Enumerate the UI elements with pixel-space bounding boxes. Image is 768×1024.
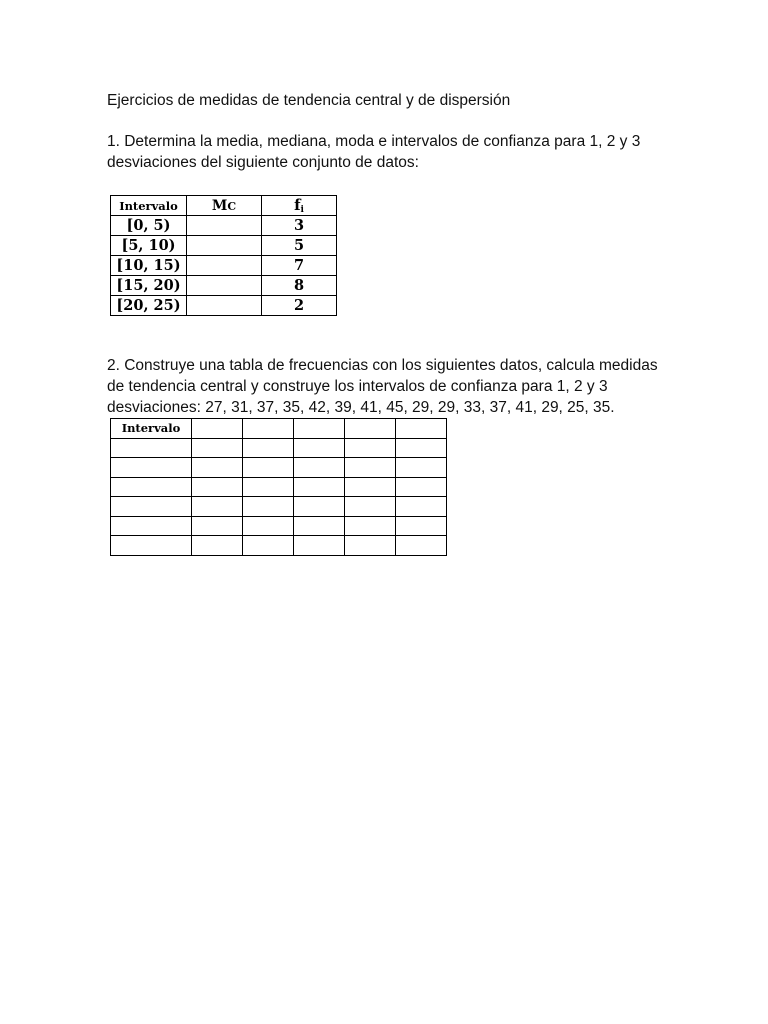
- cell-mc: [187, 216, 262, 236]
- blank-cell: [294, 438, 345, 458]
- blank-cell: [294, 458, 345, 478]
- blank-cell: [243, 497, 294, 517]
- cell-fi: 7: [262, 256, 337, 276]
- cell-mc: [187, 236, 262, 256]
- table-row: [111, 276, 337, 296]
- blank-cell: [396, 497, 447, 517]
- blank-cell: [294, 497, 345, 517]
- table-row: [111, 516, 447, 536]
- blank-cell: [345, 516, 396, 536]
- blank-cell: [111, 497, 192, 517]
- blank-cell: [243, 419, 294, 439]
- blank-cell: [294, 516, 345, 536]
- exercise-2-line: 2. Construye una tabla de frecuencias con los siguientes datos, calcula medidas: [107, 357, 658, 374]
- page-title: Ejercicios de medidas de tendencia central y de dispersión: [107, 92, 511, 109]
- blank-cell: [192, 438, 243, 458]
- header-fi-main: f: [294, 196, 301, 214]
- blank-cell: [111, 536, 192, 556]
- exercise-1-text: [107, 131, 640, 173]
- table-row: [111, 536, 447, 556]
- table-row: [111, 256, 337, 276]
- table-header-row: [111, 196, 337, 216]
- table-header-row: [111, 419, 447, 439]
- exercise-2-text: [107, 355, 658, 418]
- blank-cell: [243, 536, 294, 556]
- blank-cell: [294, 536, 345, 556]
- blank-cell: [243, 438, 294, 458]
- blank-cell: [192, 536, 243, 556]
- blank-cell: [396, 536, 447, 556]
- cell-fi: 2: [262, 296, 337, 316]
- table-row: [111, 497, 447, 517]
- header-fi: [262, 196, 337, 216]
- cell-interval: [15, 20): [111, 276, 187, 296]
- blank-cell: [396, 516, 447, 536]
- cell-interval: [0, 5): [111, 216, 187, 236]
- cell-interval: [5, 10): [111, 236, 187, 256]
- table-row: [111, 236, 337, 256]
- blank-cell: [345, 458, 396, 478]
- blank-cell: [396, 438, 447, 458]
- header-mc-small: C: [227, 199, 237, 213]
- table-row: [111, 458, 447, 478]
- frequency-table-1: [110, 195, 337, 316]
- exercise-1-line: desviaciones del siguiente conjunto de datos:: [107, 154, 419, 171]
- blank-cell: [243, 458, 294, 478]
- table-row: [111, 296, 337, 316]
- blank-cell: [294, 419, 345, 439]
- header-mc: [187, 196, 262, 216]
- blank-cell: [192, 497, 243, 517]
- table-row: [111, 477, 447, 497]
- blank-cell: [345, 477, 396, 497]
- header-intervalo: Intervalo: [111, 196, 187, 216]
- blank-frequency-table: [110, 418, 447, 556]
- header-intervalo: Intervalo: [111, 419, 192, 439]
- blank-cell: [111, 438, 192, 458]
- table-row: [111, 216, 337, 236]
- cell-mc: [187, 296, 262, 316]
- blank-cell: [111, 516, 192, 536]
- blank-cell: [111, 477, 192, 497]
- blank-cell: [345, 419, 396, 439]
- blank-cell: [111, 458, 192, 478]
- blank-cell: [243, 477, 294, 497]
- cell-fi: 5: [262, 236, 337, 256]
- exercise-1-line: 1. Determina la media, mediana, moda e intervalos de confianza para 1, 2 y 3: [107, 133, 641, 150]
- blank-cell: [192, 458, 243, 478]
- cell-interval: [10, 15): [111, 256, 187, 276]
- blank-cell: [345, 438, 396, 458]
- blank-cell: [243, 516, 294, 536]
- exercise-2-line: de tendencia central y construye los intervalos de confianza para 1, 2 y 3: [107, 378, 608, 395]
- header-fi-sub: i: [300, 205, 304, 215]
- cell-interval: [20, 25): [111, 296, 187, 316]
- blank-cell: [192, 516, 243, 536]
- cell-mc: [187, 276, 262, 296]
- blank-cell: [345, 497, 396, 517]
- cell-fi: 8: [262, 276, 337, 296]
- blank-cell: [345, 536, 396, 556]
- blank-cell: [396, 477, 447, 497]
- blank-cell: [396, 458, 447, 478]
- table-row: [111, 438, 447, 458]
- blank-cell: [294, 477, 345, 497]
- blank-cell: [192, 477, 243, 497]
- cell-mc: [187, 256, 262, 276]
- exercise-2-line: desviaciones: 27, 31, 37, 35, 42, 39, 41, 45, 29, 29, 33, 37, 41, 29, 25, 35.: [107, 399, 615, 416]
- blank-cell: [192, 419, 243, 439]
- cell-fi: 3: [262, 216, 337, 236]
- blank-cell: [396, 419, 447, 439]
- header-mc-big: M: [211, 197, 228, 214]
